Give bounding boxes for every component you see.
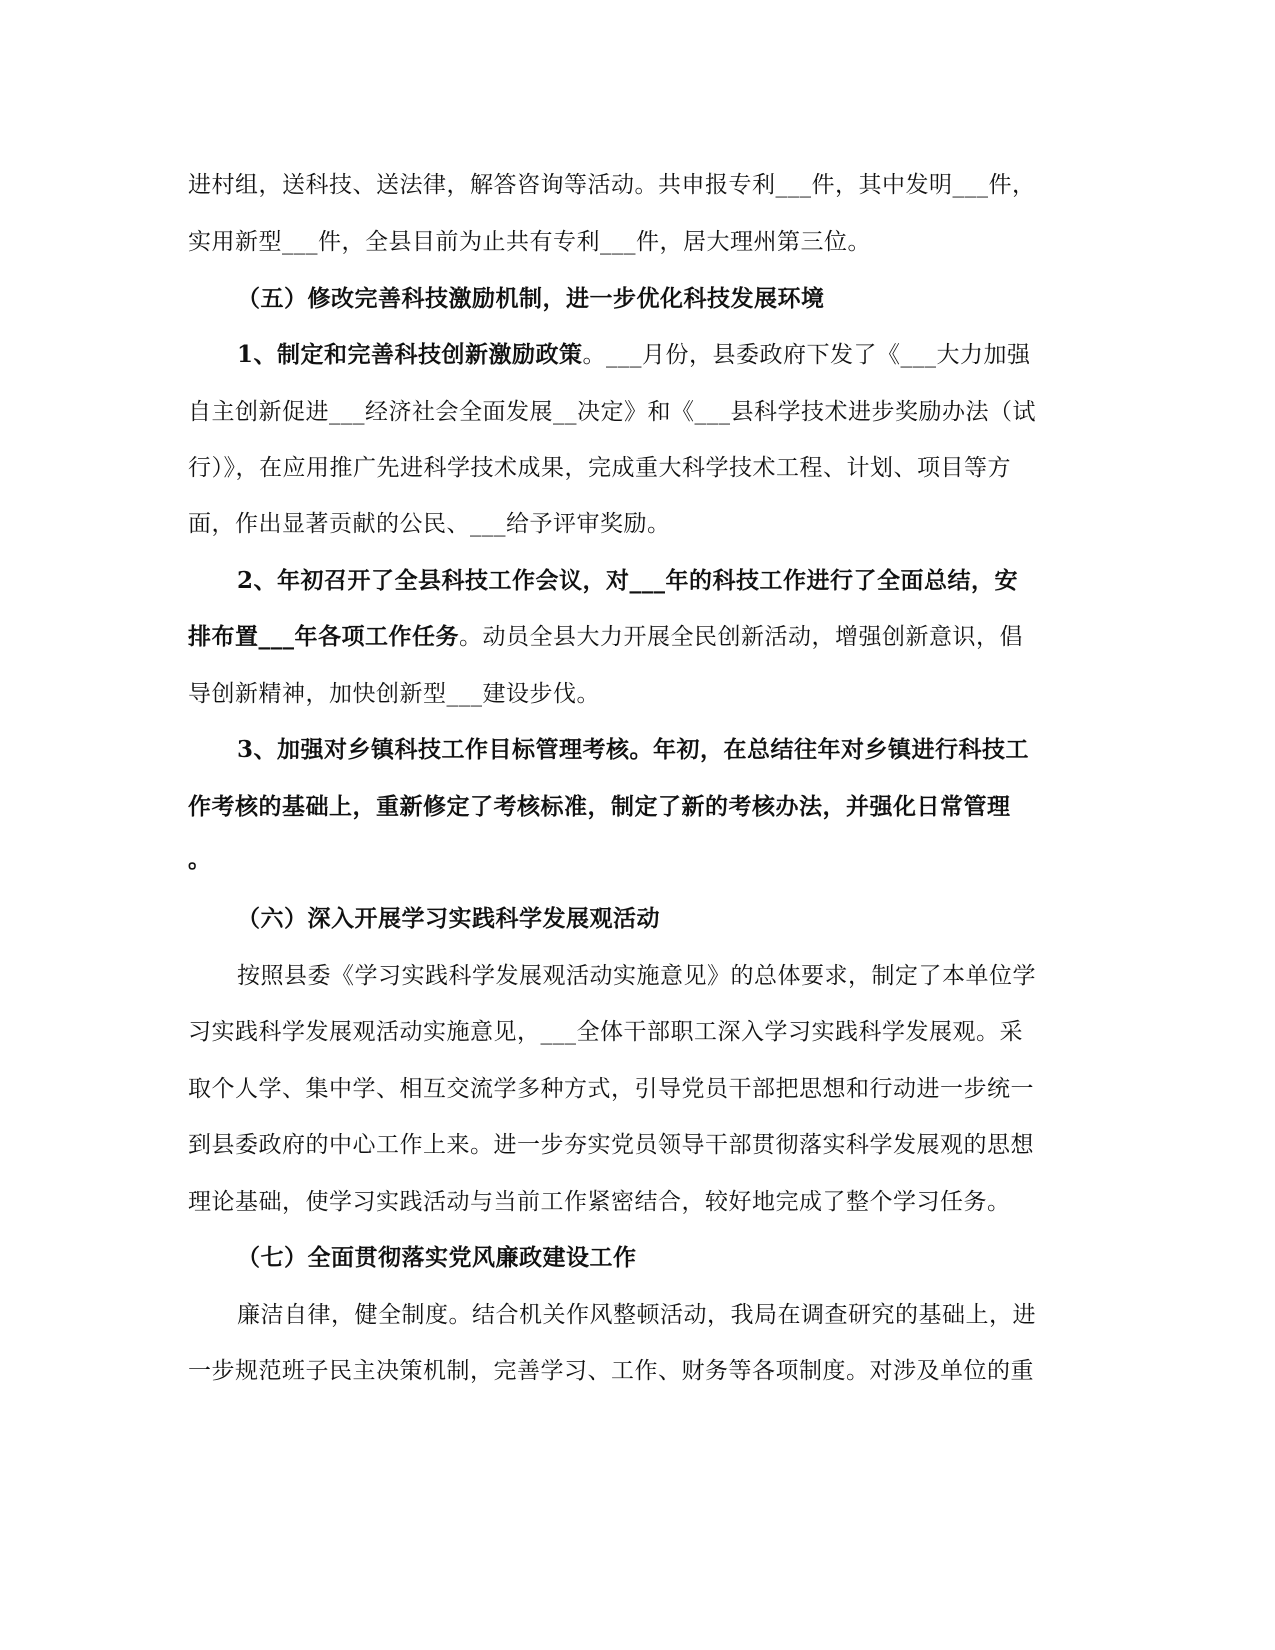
paragraph-line: 面，作出显著贡献的公民、___给予评审奖励。 bbox=[188, 511, 671, 537]
paragraph-line: 理论基础，使学习实践活动与当前工作紧密结合，较好地完成了整个学习任务。 bbox=[188, 1189, 1011, 1215]
bold-run: 排布置___年各项工作任务 bbox=[188, 623, 459, 650]
section-heading-5: （五）修改完善科技激励机制，进一步优化科技发展环境 bbox=[237, 285, 825, 312]
paragraph-line: 实用新型___件，全县目前为止共有专利___件，居大理州第三位。 bbox=[188, 229, 871, 255]
paragraph-line: 习实践科学发展观活动实施意见，___全体干部职工深入学习实践科学发展观。采 bbox=[188, 1019, 1023, 1045]
paragraph-line bbox=[188, 622, 1023, 652]
paragraph-line: 自主创新促进___经济社会全面发展__决定》和《___县科学技术进步奖励办法（试 bbox=[188, 399, 1036, 425]
paragraph-line: 行）》，在应用推广先进科学技术成果，完成重大科学技术工程、计划、项目等方 bbox=[188, 455, 1011, 481]
paragraph-line: 2、年初召开了全县科技工作会议，对___年的科技工作进行了全面总结，安 bbox=[237, 567, 1019, 594]
text-run: 。动员全县大力开展全民创新活动，增强创新意识，倡 bbox=[459, 624, 1023, 650]
section-heading-7: （七）全面贯彻落实党风廉政建设工作 bbox=[237, 1244, 637, 1271]
paragraph-line: 进村组，送科技、送法律，解答咨询等活动。共申报专利___件，其中发明___件， bbox=[188, 172, 1036, 198]
paragraph-line: 作考核的基础上，重新修定了考核标准，制定了新的考核办法，并强化日常管理 bbox=[188, 793, 1011, 820]
paragraph-line: 3、加强对乡镇科技工作目标管理考核。年初，在总结往年对乡镇进行科技工 bbox=[237, 736, 1030, 763]
paragraph-line: 导创新精神，加快创新型___建设步伐。 bbox=[188, 681, 600, 707]
paragraph-line bbox=[237, 340, 1031, 370]
section-heading-6: （六）深入开展学习实践科学发展观活动 bbox=[237, 905, 660, 932]
paragraph-line: 。 bbox=[188, 846, 212, 873]
paragraph-line: 取个人学、集中学、相互交流学多种方式，引导党员干部把思想和行动进一步统一 bbox=[188, 1076, 1034, 1102]
paragraph-line: 到县委政府的中心工作上来。进一步夯实党员领导干部贯彻落实科学发展观的思想 bbox=[188, 1132, 1034, 1158]
paragraph-line: 一步规范班子民主决策机制，完善学习、工作、财务等各项制度。对涉及单位的重 bbox=[188, 1358, 1034, 1384]
bold-lead: 1、制定和完善科技创新激励政策 bbox=[237, 341, 583, 368]
paragraph-line: 按照县委《学习实践科学发展观活动实施意见》的总体要求，制定了本单位学 bbox=[237, 963, 1036, 989]
text-run: 。___月份，县委政府下发了《___大力加强 bbox=[582, 342, 1031, 368]
paragraph-line: 廉洁自律，健全制度。结合机关作风整顿活动，我局在调查研究的基础上，进 bbox=[237, 1302, 1036, 1328]
